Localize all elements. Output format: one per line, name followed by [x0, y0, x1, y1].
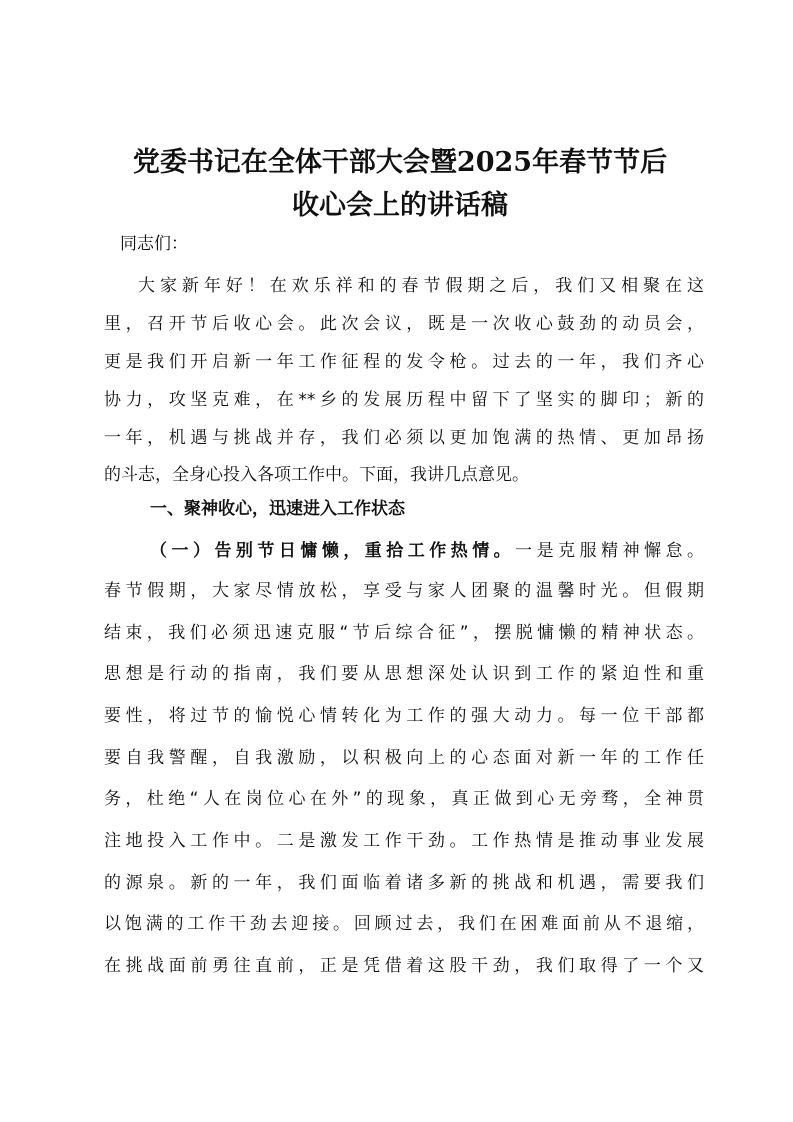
paragraph2-line: 在挑战面前勇往直前，正是凭借着这股干劲，我们取得了一个又 [104, 956, 704, 976]
paragraph2-line: 思想是行动的指南，我们要从思想深处认识到工作的紧迫性和重 [104, 664, 704, 684]
paragraph1-line: 协力，攻坚克难，在**乡的发展历程中留下了坚实的脚印；新的 [104, 390, 704, 410]
paragraph2-line: 的源泉。新的一年，我们面临着诸多新的挑战和机遇，需要我们 [104, 873, 704, 893]
subsection-title: （一）告别节日慵懒，重拾工作热情。 [150, 541, 516, 561]
document-title-line1: 党委书记在全体干部大会暨2025年春节节后 [132, 147, 668, 178]
paragraph2-line: 春节假期，大家尽情放松，享受与家人团聚的温馨时光。但假期 [104, 581, 704, 601]
paragraph2-line: 务，杜绝“人在岗位心在外”的现象，真正做到心无旁骛，全神贯 [104, 789, 704, 809]
section-heading-1: 一、聚神收心，迅速进入工作状态 [150, 499, 405, 519]
paragraph2-line: 要性，将过节的愉悦心情转化为工作的强大动力。每一位干部都 [104, 706, 704, 726]
paragraph1-line: 大家新年好！在欢乐祥和的春节假期之后，我们又相聚在这 [138, 276, 704, 296]
paragraph1-line: 的斗志，全身心投入各项工作中。下面，我讲几点意见。 [104, 465, 529, 485]
paragraph2-line: 以饱满的工作干劲去迎接。回顾过去，我们在困难面前从不退缩， [104, 914, 704, 934]
paragraph1-line: 里，召开节后收心会。此次会议，既是一次收心鼓劲的动员会， [104, 314, 704, 334]
paragraph2-line: 注地投入工作中。二是激发工作干劲。工作热情是推动事业发展 [104, 831, 704, 851]
paragraph2-line: 结束，我们必须迅速克服“节后综合征”，摆脱慵懒的精神状态。 [104, 623, 704, 643]
paragraph2-line: 要自我警醒，自我激励，以积极向上的心态面对新一年的工作任 [104, 748, 704, 768]
subsection-first-line [150, 538, 704, 564]
document-title-line2: 收心会上的讲话稿 [292, 190, 508, 221]
paragraph1-line: 一年，机遇与挑战并存，我们必须以更加饱满的热情、更加昂扬 [104, 428, 704, 448]
paragraph1-line: 更是我们开启新一年工作征程的发令枪。过去的一年，我们齐心 [104, 352, 704, 372]
greeting: 同志们： [120, 234, 188, 254]
subsection-first-text: 一是克服精神懈怠。 [515, 541, 705, 561]
